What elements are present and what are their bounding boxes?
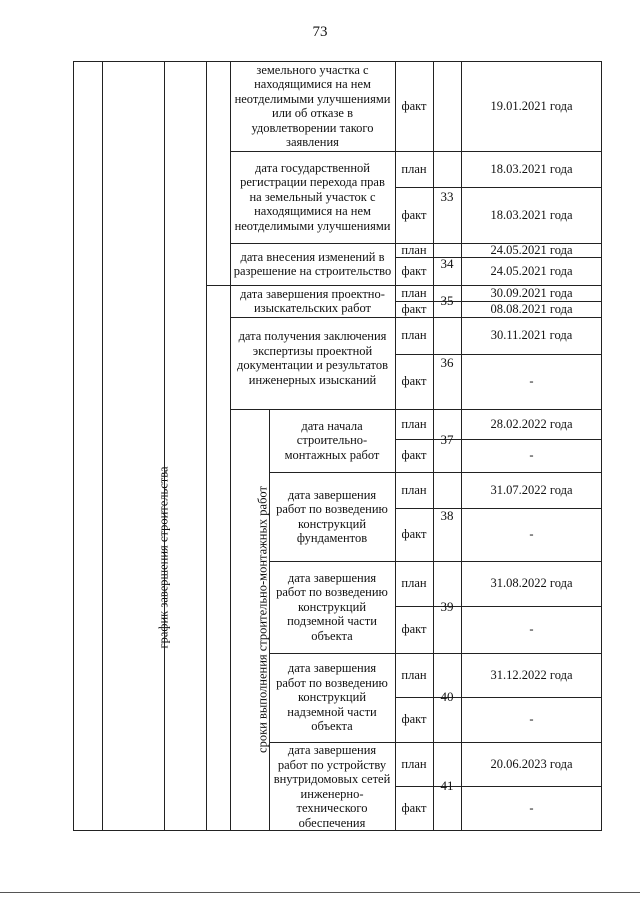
event-cell: дата получения заключения экспертизы проектной документации и результатов инженерных изысканий xyxy=(237,329,388,387)
fact-label: факт xyxy=(401,712,427,727)
plan-label: план xyxy=(401,667,427,682)
row-number: 38 xyxy=(440,508,454,524)
row-number: 41 xyxy=(440,778,454,794)
fact-label: факт xyxy=(401,207,427,222)
fact-label: факт xyxy=(401,527,427,542)
fact-label: факт xyxy=(401,448,427,463)
fact-value: 19.01.2021 года xyxy=(490,98,573,113)
fact-value: - xyxy=(529,801,534,816)
fact-label: факт xyxy=(401,801,427,816)
event-cell: дата завершения работ по возведению конструкций фундаментов xyxy=(276,487,388,545)
plan-label: план xyxy=(401,576,427,591)
row-number: 39 xyxy=(440,598,454,614)
row-number: 40 xyxy=(440,689,454,705)
event-cell: дата завершения работ по устройству внутридомовых сетей инженерно-технического обеспечения xyxy=(273,743,391,830)
fact-value: 08.08.2021 года xyxy=(490,301,573,316)
fact-value: 24.05.2021 года xyxy=(490,263,573,278)
row-number: 34 xyxy=(440,255,454,271)
schedule-table xyxy=(73,61,602,831)
plan-value: 30.11.2021 года xyxy=(490,328,573,343)
row-number: 37 xyxy=(440,432,454,448)
fact-value: 18.03.2021 года xyxy=(490,207,573,222)
fact-label: факт xyxy=(401,301,427,316)
group-label-smr-terms: сроки выполнения строительно-монтажных работ xyxy=(255,486,270,753)
fact-value: - xyxy=(529,712,534,727)
fact-label: факт xyxy=(401,263,427,278)
fact-label: факт xyxy=(401,98,427,113)
event-cell: дата начала строительно-монтажных работ xyxy=(284,418,380,462)
plan-label: план xyxy=(401,328,427,343)
plan-label: план xyxy=(401,242,427,257)
plan-value: 24.05.2021 года xyxy=(490,242,573,257)
column-divider xyxy=(102,61,103,831)
plan-label: план xyxy=(401,285,427,300)
event-cell: дата внесения изменений в разрешение на строительство xyxy=(233,249,392,278)
event-cell: земельного участка с находящимися на нем неотделимыми улучшениями или об отказе в удовлетворении такого заявления xyxy=(234,62,391,149)
fact-value: - xyxy=(529,448,534,463)
event-cell: дата завершения работ по возведению конструкций надземной части объекта xyxy=(276,661,388,734)
group-label-schedule: график завершения строительства xyxy=(156,466,171,649)
event-cell: дата завершения проектно-изыскательских работ xyxy=(240,286,385,315)
table-border xyxy=(73,61,74,831)
row-number: 36 xyxy=(440,354,454,370)
plan-value: 18.03.2021 года xyxy=(490,161,573,176)
plan-value: 31.08.2022 года xyxy=(490,576,573,591)
fact-value: - xyxy=(529,527,534,542)
plan-label: план xyxy=(401,161,427,176)
page-number: 73 xyxy=(312,24,328,40)
plan-value: 28.02.2022 года xyxy=(490,416,573,431)
plan-value: 20.06.2023 года xyxy=(490,756,573,771)
plan-label: план xyxy=(401,416,427,431)
fact-value: - xyxy=(529,622,534,637)
plan-value: 31.12.2022 года xyxy=(490,667,573,682)
fact-label: факт xyxy=(401,622,427,637)
row-number: 35 xyxy=(440,292,454,308)
fact-value: - xyxy=(529,374,534,389)
plan-label: план xyxy=(401,482,427,497)
page-bottom-rule xyxy=(0,892,640,893)
plan-label: план xyxy=(401,756,427,771)
fact-label: факт xyxy=(401,374,427,389)
plan-value: 31.07.2022 года xyxy=(490,482,573,497)
event-cell: дата государственной регистрации перехода прав на земельный участок с находящимися на нем неотделимыми улучшениями xyxy=(234,160,391,233)
event-cell: дата завершения работ по возведению конструкций подземной части объекта xyxy=(276,570,388,643)
column-divider xyxy=(206,61,207,831)
row-number: 33 xyxy=(440,188,454,204)
plan-value: 30.09.2021 года xyxy=(490,285,573,300)
